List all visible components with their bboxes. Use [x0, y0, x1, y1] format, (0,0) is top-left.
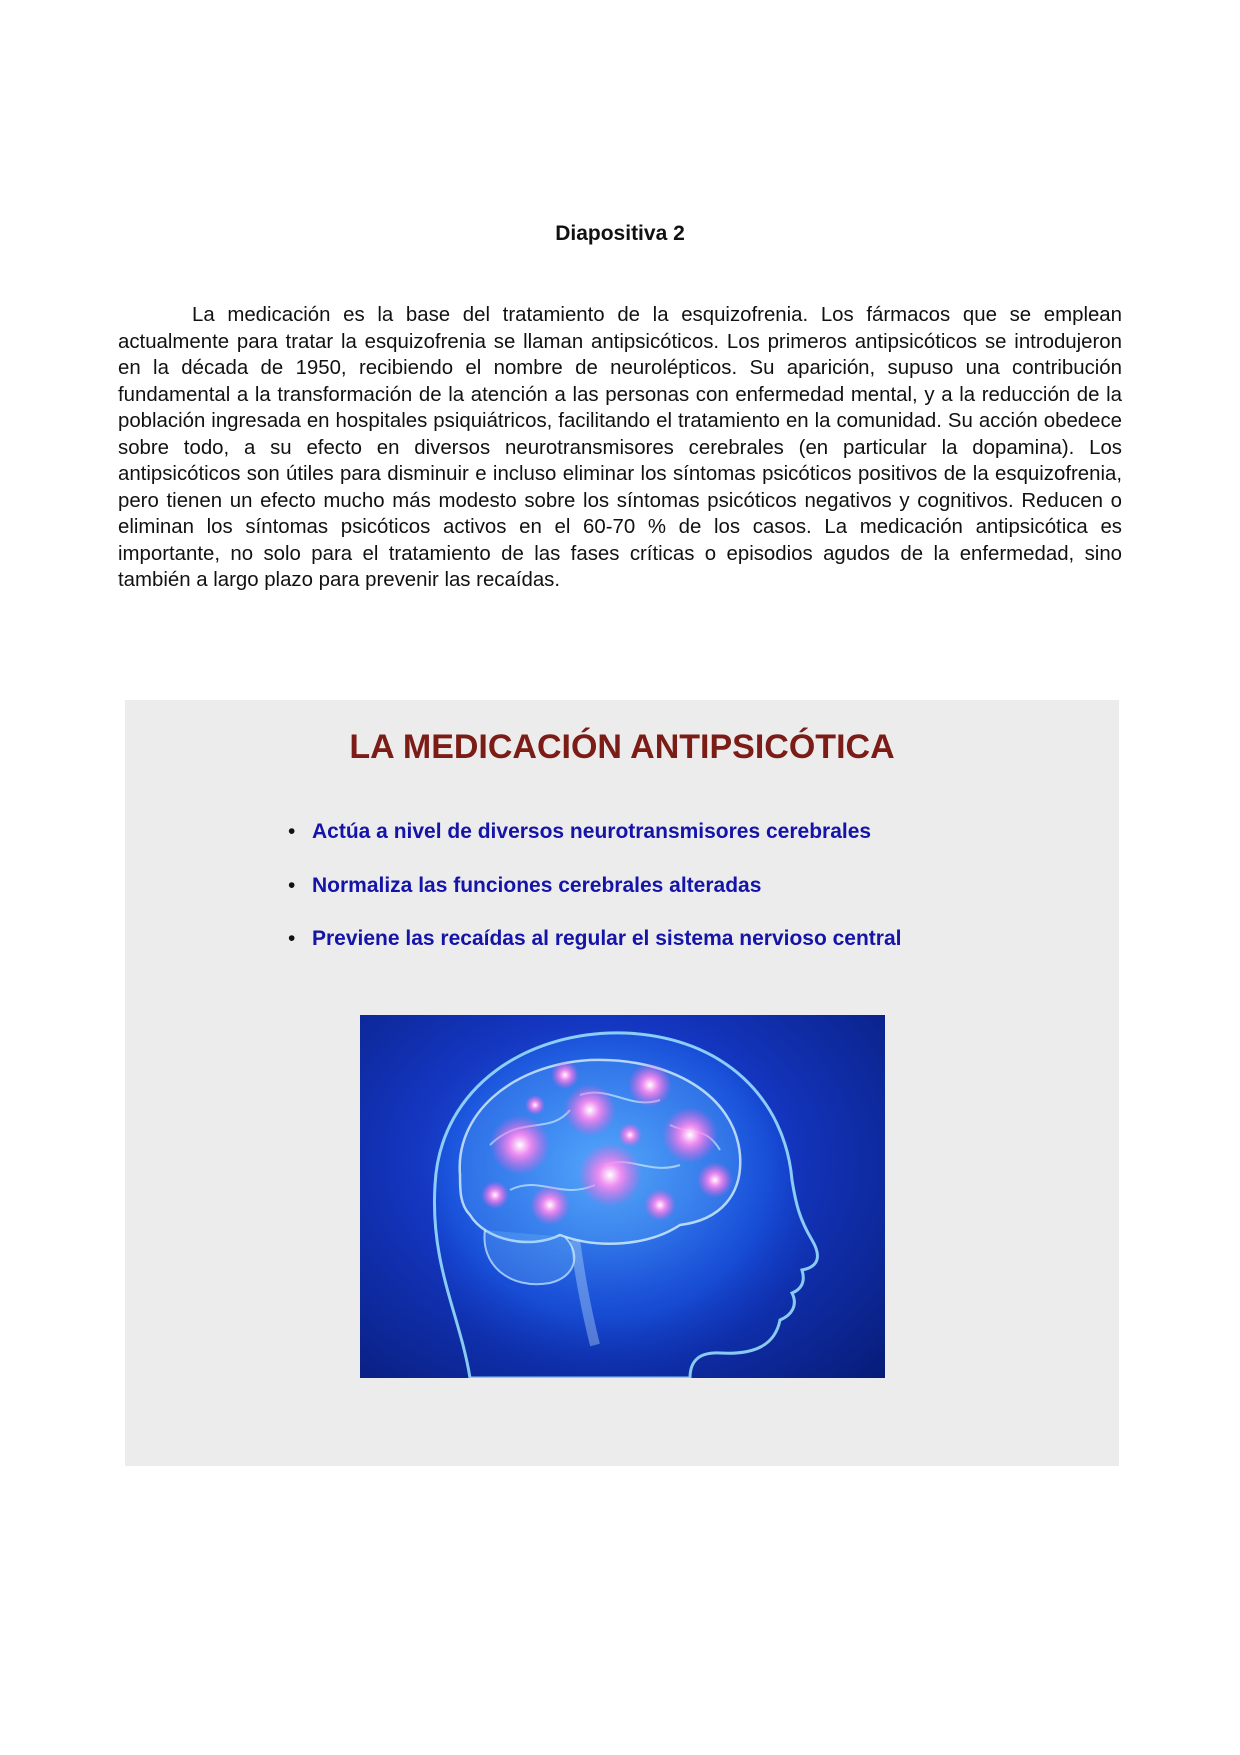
- slide-title: LA MEDICACIÓN ANTIPSICÓTICA: [349, 728, 895, 766]
- body-paragraph: La medicación es la base del tratamiento de la esquizofrenia. Los fármacos que se emplean actualmente para tratar la esquizofrenia se llaman antipsicóticos. Los primeros antipsicóticos se introdujeron en la década de 1950, recibiendo el nombre de neurolépticos. Su aparición, supuso una contribución fundamental a la transformación de la atención a las personas con enfermedad mental, y a la reducción de la población ingresada en hospitales psiquiátricos, facilitando el tratamiento en la comunidad. Su acción obedece sobre todo, a su efecto en diversos neurotransmisores cerebrales (en particular la dopamina). Los antipsicóticos son útiles para disminuir e incluso eliminar los síntomas psicóticos positivos de la esquizofrenia, pero tienen un efecto mucho más modesto sobre los síntomas psicóticos negativos y cognitivos. Reducen o eliminan los síntomas psicóticos activos en el 60-70 % de los casos. La medicación antipsicótica es importante, no solo para el tratamiento de las fases críticas o episodios agudos de la enfermedad, sino también a largo plazo para prevenir las recaídas.: [118, 304, 1122, 591]
- slide-bullet-item: [288, 820, 902, 874]
- bullet-icon: •: [288, 820, 296, 843]
- bullet-icon: •: [288, 927, 296, 950]
- brain-head-illustration-svg: [360, 1015, 885, 1378]
- slide-bullet-item: [288, 927, 902, 981]
- brain-head-illustration-icon: [360, 1015, 885, 1378]
- slide-bullet-text: Previene las recaídas al regular el sistema nervioso central: [312, 927, 902, 950]
- slide-bullet-text: Actúa a nivel de diversos neurotransmisores cerebrales: [312, 820, 872, 843]
- bullet-icon: •: [288, 873, 296, 897]
- page-heading: Diapositiva 2: [555, 222, 685, 245]
- slide-bullet-item: [288, 874, 902, 928]
- slide-bullet-list: [288, 820, 902, 981]
- slide-bullet-text: Normaliza las funciones cerebrales alteradas: [312, 873, 762, 897]
